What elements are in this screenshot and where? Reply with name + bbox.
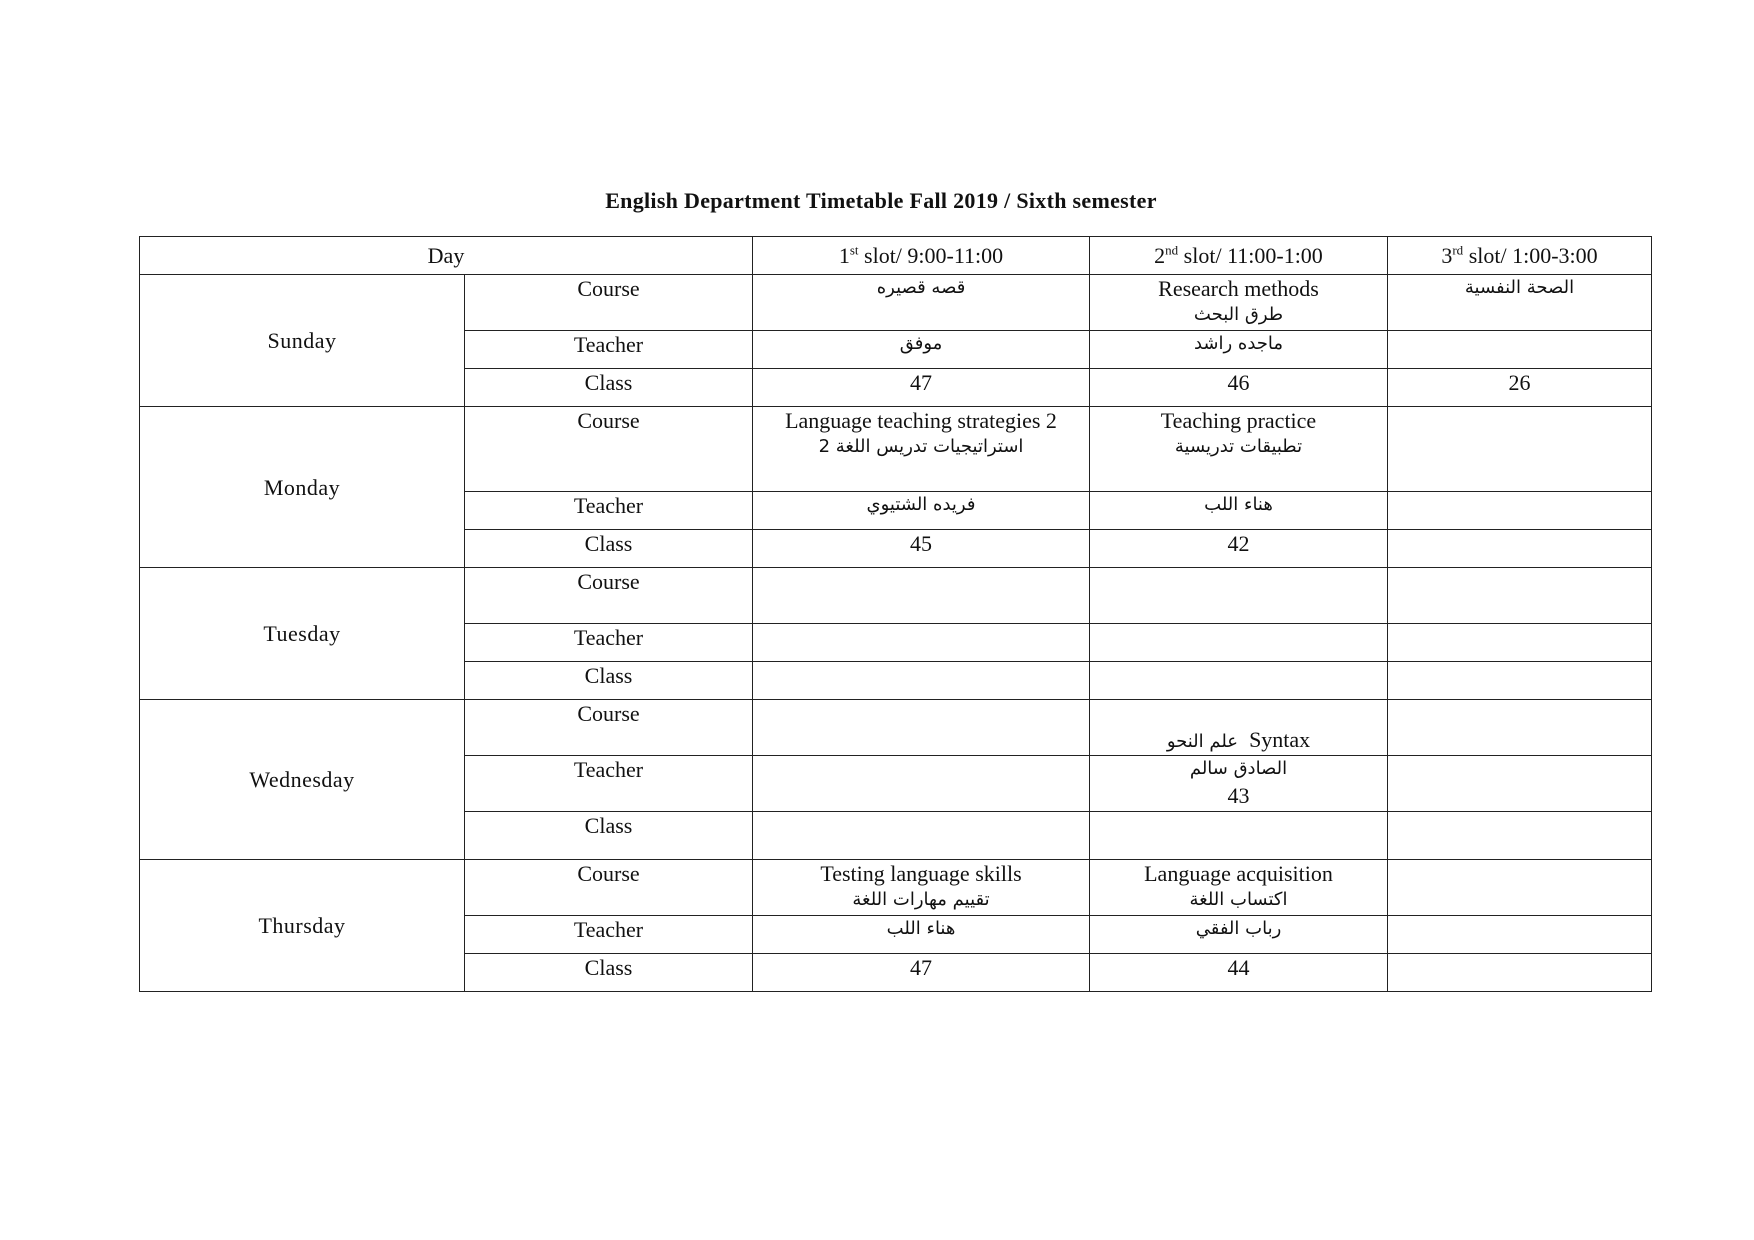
day-tuesday: Tuesday: [140, 568, 465, 700]
tuesday-slot3-course: [1388, 568, 1652, 624]
day-wednesday: Wednesday: [140, 700, 465, 860]
thursday-slot3-course: [1388, 860, 1652, 916]
day-monday: Monday: [140, 407, 465, 568]
thursday-slot2-class: 44: [1090, 954, 1388, 992]
thursday-course-row: [140, 860, 1652, 916]
monday-slot3-teacher: [1388, 492, 1652, 530]
day-thursday: Thursday: [140, 860, 465, 992]
row-label-teacher: Teacher: [465, 624, 753, 662]
row-label-class: Class: [465, 812, 753, 860]
sunday-slot2-course: Research methods طرق البحث: [1090, 275, 1388, 331]
monday-slot3-course: [1388, 407, 1652, 492]
row-label-course: Course: [465, 860, 753, 916]
wednesday-slot2-teacher: الصادق سالم 43: [1090, 756, 1388, 812]
sunday-slot3-teacher: [1388, 331, 1652, 369]
wednesday-slot3-course: [1388, 700, 1652, 756]
row-label-class: Class: [465, 530, 753, 568]
monday-slot1-teacher: فريده الشتيوي: [753, 492, 1090, 530]
tuesday-slot2-course: [1090, 568, 1388, 624]
tuesday-slot2-class: [1090, 662, 1388, 700]
monday-slot2-class: 42: [1090, 530, 1388, 568]
wednesday-course-row: [140, 700, 1652, 756]
monday-slot3-class: [1388, 530, 1652, 568]
monday-slot1-class: 45: [753, 530, 1090, 568]
day-sunday: Sunday: [140, 275, 465, 407]
row-label-course: Course: [465, 407, 753, 492]
thursday-slot1-class: 47: [753, 954, 1090, 992]
wednesday-slot2-course: علم النحو Syntax: [1090, 700, 1388, 756]
tuesday-slot1-class: [753, 662, 1090, 700]
sunday-slot2-teacher: ماجده راشد: [1090, 331, 1388, 369]
row-label-class: Class: [465, 369, 753, 407]
sunday-slot3-course: الصحة النفسية: [1388, 275, 1652, 331]
row-label-teacher: Teacher: [465, 916, 753, 954]
monday-course-row: [140, 407, 1652, 492]
wednesday-slot1-class: [753, 812, 1090, 860]
thursday-slot3-teacher: [1388, 916, 1652, 954]
sunday-slot1-class: 47: [753, 369, 1090, 407]
monday-slot2-course: Teaching practice تطبيقات تدريسية: [1090, 407, 1388, 492]
timetable: [139, 236, 1652, 992]
monday-slot2-teacher: هناء اللب: [1090, 492, 1388, 530]
header-slot-2: 2nd slot/ 11:00-1:00: [1090, 237, 1388, 275]
header-day: Day: [140, 237, 753, 275]
header-row: [140, 237, 1652, 275]
row-label-teacher: Teacher: [465, 756, 753, 812]
sunday-slot2-class: 46: [1090, 369, 1388, 407]
wednesday-slot3-class: [1388, 812, 1652, 860]
thursday-slot2-teacher: رباب الفقي: [1090, 916, 1388, 954]
sunday-slot3-class: 26: [1388, 369, 1652, 407]
sunday-slot1-teacher: موفق: [753, 331, 1090, 369]
thursday-slot1-teacher: هناء اللب: [753, 916, 1090, 954]
wednesday-slot3-teacher: [1388, 756, 1652, 812]
wednesday-slot1-course: [753, 700, 1090, 756]
thursday-slot1-course: Testing language skills تقييم مهارات اللغة: [753, 860, 1090, 916]
row-label-teacher: Teacher: [465, 331, 753, 369]
tuesday-course-row: [140, 568, 1652, 624]
row-label-course: Course: [465, 275, 753, 331]
wednesday-slot1-teacher: [753, 756, 1090, 812]
tuesday-slot3-teacher: [1388, 624, 1652, 662]
monday-slot1-course: Language teaching strategies 2 استراتيجيات تدريس اللغة 2: [753, 407, 1090, 492]
wednesday-slot2-class: [1090, 812, 1388, 860]
row-label-class: Class: [465, 662, 753, 700]
tuesday-slot2-teacher: [1090, 624, 1388, 662]
header-slot-1: 1st slot/ 9:00-11:00: [753, 237, 1090, 275]
tuesday-slot1-teacher: [753, 624, 1090, 662]
row-label-course: Course: [465, 700, 753, 756]
thursday-slot3-class: [1388, 954, 1652, 992]
header-slot-3: 3rd slot/ 1:00-3:00: [1388, 237, 1652, 275]
tuesday-slot3-class: [1388, 662, 1652, 700]
tuesday-slot1-course: [753, 568, 1090, 624]
page-title: English Department Timetable Fall 2019 / Sixth semester: [605, 188, 1157, 213]
thursday-slot2-course: Language acquisition اكتساب اللغة: [1090, 860, 1388, 916]
row-label-course: Course: [465, 568, 753, 624]
sunday-slot1-course: قصه قصيره: [753, 275, 1090, 331]
sunday-course-row: [140, 275, 1652, 331]
row-label-teacher: Teacher: [465, 492, 753, 530]
row-label-class: Class: [465, 954, 753, 992]
